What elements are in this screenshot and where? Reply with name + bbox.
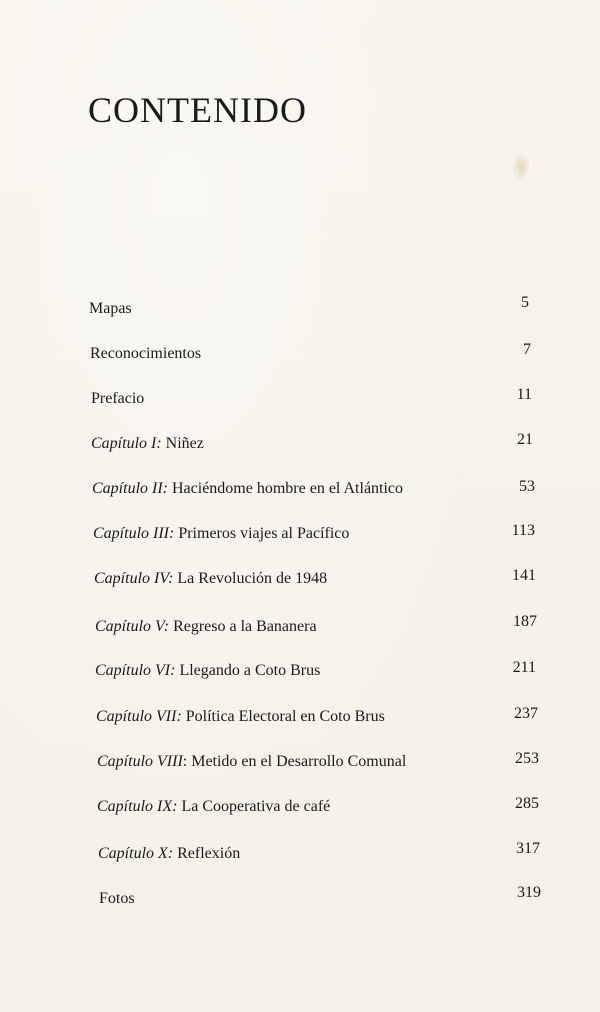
chapter-prefix: Capítulo II: — [92, 480, 168, 497]
entry-title: Niñez — [165, 435, 204, 452]
entry-title: La Revolución de 1948 — [177, 570, 328, 587]
entry-title: Reconocimientos — [90, 345, 202, 362]
chapter-prefix: Capítulo VII: — [96, 708, 182, 725]
chapter-prefix: Capítulo I: — [91, 435, 162, 452]
page-number: 319 — [517, 884, 541, 901]
page-number: 253 — [515, 750, 539, 767]
page-number: 187 — [513, 613, 537, 630]
chapter-prefix: Capítulo IV: — [94, 570, 174, 587]
chapter-prefix: Capítulo IX: — [97, 798, 178, 815]
chapter-prefix: Capítulo X: — [98, 845, 174, 862]
page-number: 317 — [516, 840, 540, 857]
page-number: 5 — [521, 294, 529, 311]
page-number: 7 — [523, 341, 531, 358]
page-title: CONTENIDO — [88, 90, 307, 130]
page-number: 53 — [519, 478, 535, 495]
entry-title: Llegando a Coto Brus — [179, 662, 321, 679]
page-number: 21 — [517, 431, 533, 448]
chapter-prefix: Capítulo V: — [95, 618, 170, 635]
chapter-prefix: Capítulo VIII — [97, 753, 183, 770]
entry-title: Regreso a la Bananera — [173, 618, 317, 635]
entry-title: Reflexión — [177, 845, 241, 862]
chapter-prefix: Capítulo VI: — [95, 662, 176, 679]
chapter-prefix: Capítulo III: — [93, 525, 175, 542]
entry-title: Haciéndome hombre en el Atlántico — [172, 480, 404, 497]
page-number: 237 — [514, 705, 538, 722]
page-number: 211 — [512, 659, 536, 676]
page-number: 285 — [515, 795, 539, 812]
entry-title: Mapas — [89, 300, 132, 317]
page-number: 141 — [512, 567, 536, 584]
entry-title: Política Electoral en Coto Brus — [185, 708, 385, 725]
page-number: 11 — [516, 386, 532, 403]
entry-title: La Cooperativa de café — [181, 798, 331, 815]
page-number: 113 — [511, 522, 535, 539]
entry-title: Primeros viajes al Pacífico — [178, 525, 350, 542]
entry-title: Prefacio — [91, 390, 145, 407]
entry-title: Fotos — [99, 890, 135, 907]
entry-title: : Metido en el Desarrollo Comunal — [182, 753, 407, 770]
